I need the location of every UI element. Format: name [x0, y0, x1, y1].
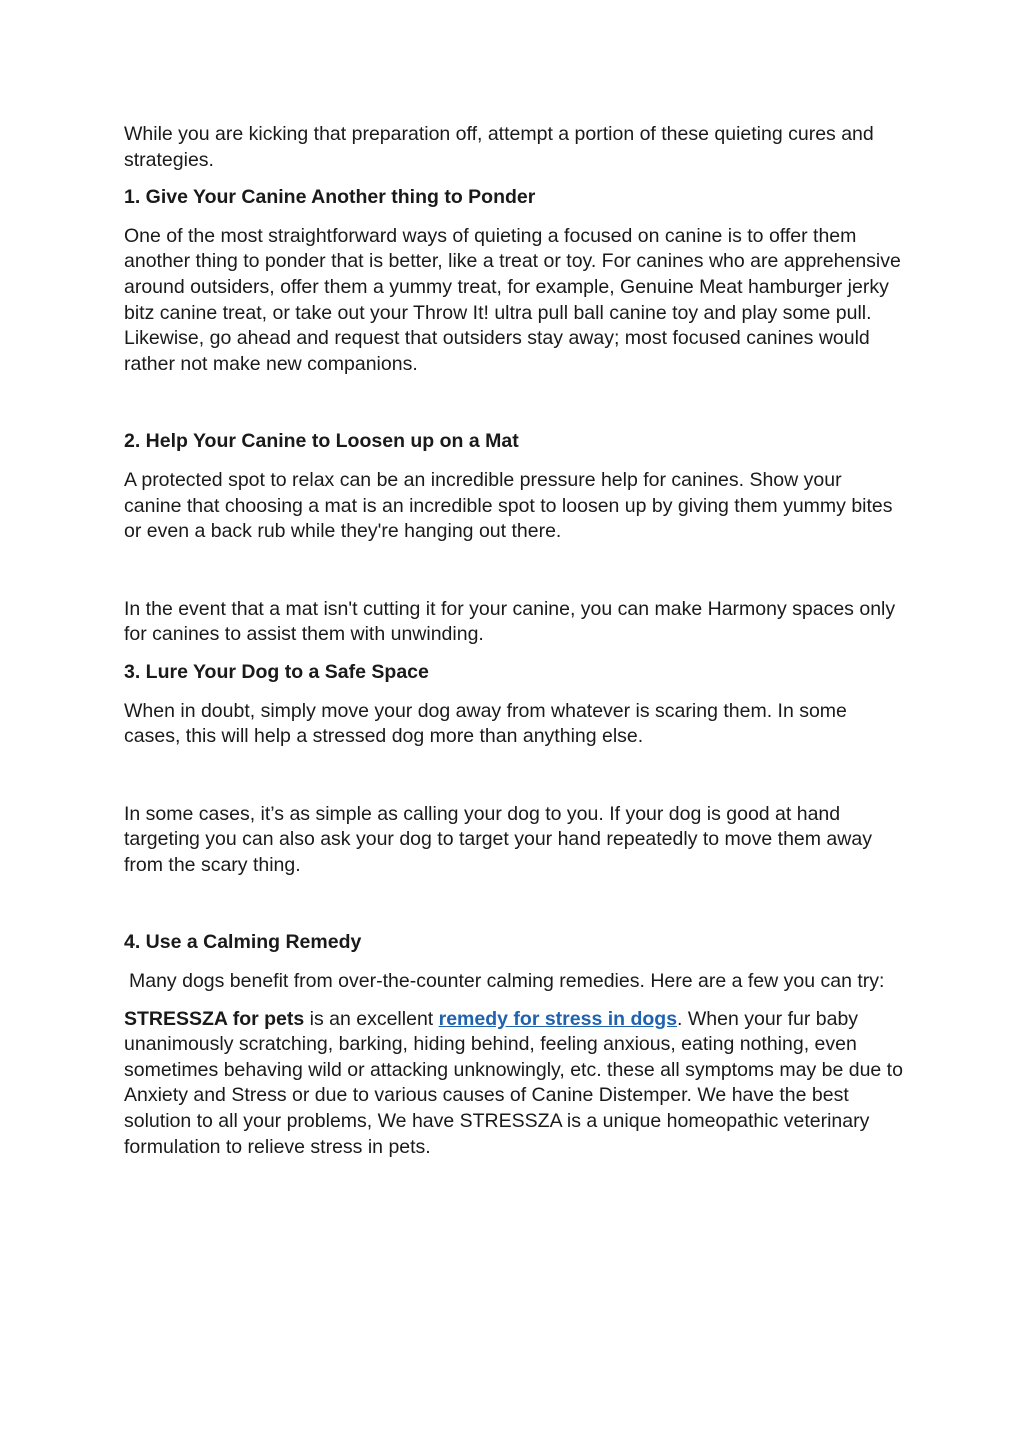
stressza-bold-lead: STRESSZA for pets — [124, 1007, 305, 1030]
stressza-paragraph — [124, 1007, 904, 1161]
document-page — [124, 122, 904, 1160]
stressza-text-before-link: is an excellent — [304, 1007, 439, 1030]
section-2-paragraph-1: A protected spot to relax can be an incredible pressure help for canines. Show your canine that choosing a mat is an incredible spot to loosen up by giving them yummy bites or even a back rub while they're hanging out there. — [124, 468, 893, 543]
section-4-paragraph-1: Many dogs benefit from over-the-counter calming remedies. Here are a few you can try: — [129, 970, 885, 993]
stressza-text-after-link: . When your fur baby unanimously scratching, barking, hiding behind, feeling anxious, eating nothing, even sometimes behaving wild or attacking unknowingly, etc. these all symptoms may be due to Anxiety and Stress or due to various causes of Canine Distemper. We have the best solution to all your problems, We have STRESSZA is a unique homeopathic veterinary formulation to relieve stress in pets. — [124, 1007, 903, 1158]
section-2-paragraph-2: In the event that a mat isn't cutting it for your canine, you can make Harmony spaces only for canines to assist them with unwinding. — [124, 597, 896, 646]
section-3-paragraph-1: When in doubt, simply move your dog away from whatever is scaring them. In some cases, this will help a stressed dog more than anything else. — [124, 699, 847, 748]
section-4-heading: 4. Use a Calming Remedy — [124, 931, 362, 954]
intro-paragraph: While you are kicking that preparation off, attempt a portion of these quieting cures and strategies. — [124, 123, 874, 171]
section-2-heading: 2. Help Your Canine to Loosen up on a Mat — [124, 430, 519, 453]
section-3-paragraph-2: In some cases, it’s as simple as calling your dog to you. If your dog is good at hand targeting you can also ask your dog to target your hand repeatedly to move them away from the scary thing. — [124, 802, 872, 876]
remedy-link[interactable]: remedy for stress in dogs — [438, 1007, 678, 1030]
section-3-heading: 3. Lure Your Dog to a Safe Space — [124, 660, 429, 683]
section-1-heading: 1. Give Your Canine Another thing to Ponder — [124, 186, 536, 209]
section-1-paragraph-1: One of the most straightforward ways of quieting a focused on canine is to offer them another thing to ponder that is better, like a treat or toy. For canines who are apprehensive around outsiders, offer them a yummy treat, for example, Genuine Meat hamburger jerky bitz canine treat, or take out your Throw It! ultra pull ball canine toy and play some pull. Likewise, go ahead and request that outsiders stay away; most focused canines would rather not make new companions. — [124, 224, 901, 375]
